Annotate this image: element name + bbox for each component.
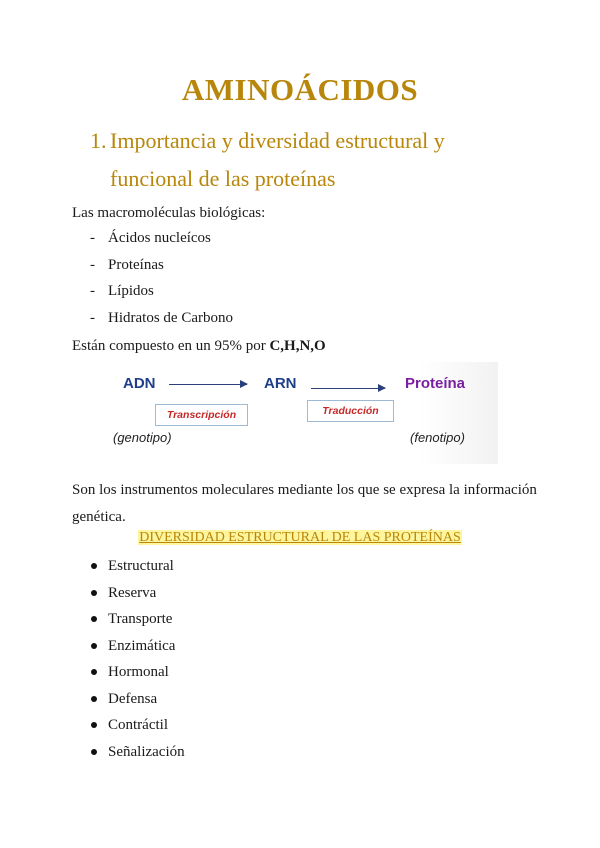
list-item-label: Enzimática [108, 637, 176, 654]
dash-marker: - [90, 256, 95, 273]
bullet-icon [91, 643, 97, 649]
list-item [90, 228, 233, 255]
dash-marker: - [90, 283, 95, 299]
list-item [90, 636, 185, 663]
central-dogma-diagram [105, 362, 498, 464]
list-item-label: Estructural [108, 558, 174, 574]
diagram-node-adn: ADN [123, 375, 156, 392]
list-item-label: Hidratos de Carbono [108, 309, 233, 326]
list-item [90, 742, 185, 769]
list-item-label: Reserva [108, 584, 157, 601]
list-item-label: Ácidos nucleícos [108, 230, 211, 246]
bullet-icon [91, 616, 97, 622]
composition-text [72, 336, 326, 356]
list-item [90, 281, 233, 308]
diagram-node-proteina: Proteína [405, 375, 466, 392]
page-title: AMINOÁCIDOS [181, 72, 419, 107]
subheading [0, 530, 600, 546]
list-item-label: Transporte [108, 611, 173, 627]
arrow-right-icon [311, 388, 385, 389]
list-item-label: Proteínas [108, 256, 164, 273]
list-item [90, 583, 185, 610]
info-paragraph: Son los instrumentos moleculares mediante los que se expresa la información genética. [72, 482, 537, 525]
bullet-icon [91, 722, 97, 728]
function-list [90, 556, 185, 768]
dash-marker: - [90, 309, 95, 326]
bullet-icon [91, 749, 97, 755]
genotipo-note: (genotipo) [113, 430, 172, 445]
fenotipo-note: (fenotipo) [410, 430, 465, 445]
step-transcripcion: Transcripción [155, 404, 248, 426]
list-item-label: Señalización [108, 743, 185, 760]
list-item [90, 255, 233, 282]
section-heading [90, 122, 530, 198]
bullet-icon [91, 590, 97, 596]
list-item [90, 556, 185, 583]
list-item [90, 689, 185, 716]
list-item [90, 308, 233, 335]
dash-marker: - [90, 230, 95, 246]
intro-text: Las macromoléculas biológicas: [72, 205, 266, 221]
arrow-right-icon [169, 384, 247, 385]
macromolecule-list [90, 228, 233, 334]
list-item [90, 715, 185, 742]
bullet-icon [91, 696, 97, 702]
list-item-label: Lípidos [108, 283, 154, 299]
bullet-icon [91, 669, 97, 675]
section-number: 1. [90, 128, 107, 153]
composition-elements: C,H,N,O [269, 338, 326, 354]
section-heading-text: Importancia y diversidad estructural y funcional de las proteínas [110, 128, 445, 191]
list-item [90, 609, 185, 636]
step-traduccion: Traducción [307, 400, 394, 422]
bullet-icon [91, 563, 97, 569]
list-item [90, 662, 185, 689]
list-item-label: Defensa [108, 690, 158, 707]
list-item-label: Contráctil [108, 717, 168, 733]
list-item-label: Hormonal [108, 664, 169, 680]
subheading-text: DIVERSIDAD ESTRUCTURAL DE LAS PROTEÍNAS [139, 530, 461, 545]
diagram-node-arn: ARN [264, 375, 297, 392]
composition-prefix: Están compuesto en un 95% por [72, 338, 270, 354]
